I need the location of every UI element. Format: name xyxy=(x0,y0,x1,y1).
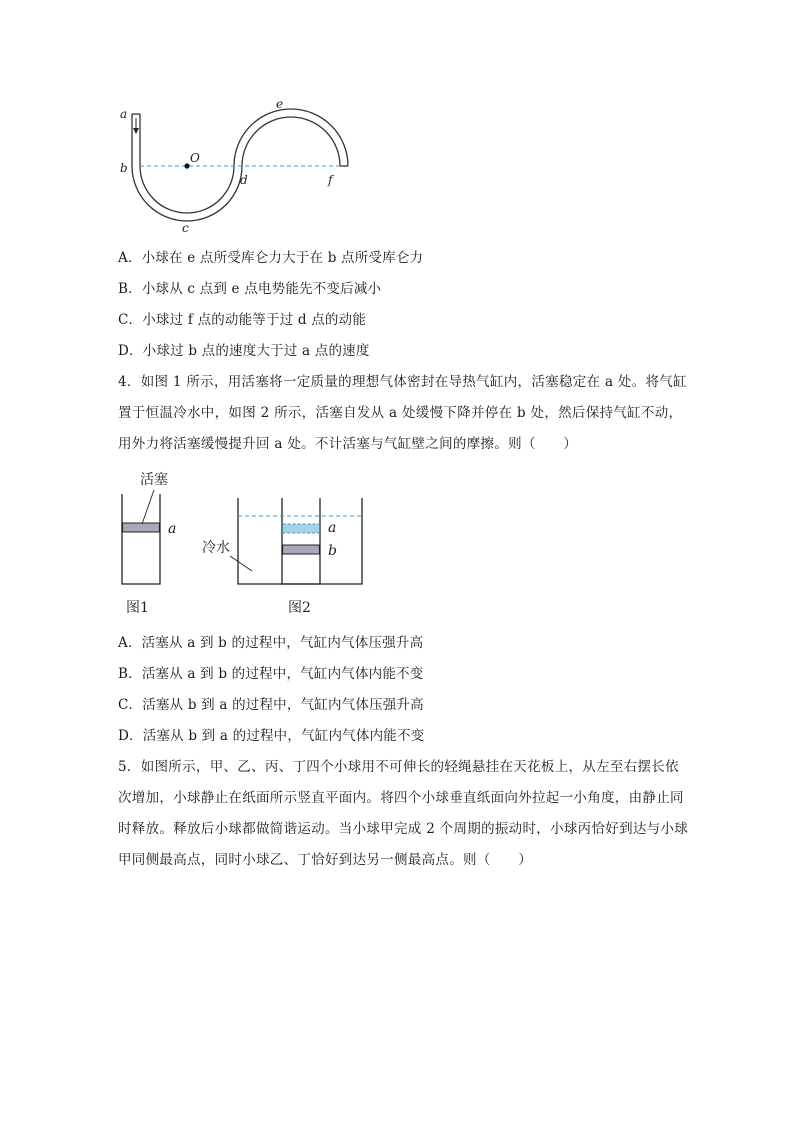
q3-option-a: A．小球在 e 点所受库仑力大于在 b 点所受库仑力 xyxy=(118,250,424,266)
q3-option-c: C．小球过 f 点的动能等于过 d 点的动能 xyxy=(118,312,367,328)
point-o-dot xyxy=(184,163,189,168)
q4-option-d: D．活塞从 b 到 a 的过程中，气缸内气体内能不变 xyxy=(118,728,425,744)
label-o: O xyxy=(190,151,200,165)
label-d: d xyxy=(240,173,248,187)
label-a: a xyxy=(120,107,128,121)
down-arrow-icon xyxy=(133,128,139,134)
water-container xyxy=(238,498,362,584)
q4-stem: 4．如图 1 所示，用活塞将一定质量的理想气体密封在导热气缸内，活塞稳定在 a 处。将气缸置于恒温冷水中，如图 2 所示，活塞自发从 a 处缓慢下降并停在 b 处，然后保持气缸不动，用外力将活塞缓慢提升回 a 处。不计活塞与气缸壁之间的摩擦。则（ ） xyxy=(118,374,687,452)
q3-option-d: D．小球过 b 点的速度大于过 a 点的速度 xyxy=(118,343,370,359)
cylinder-figures xyxy=(112,468,382,620)
q5-stem: 5．如图所示，甲、乙、丙、丁四个小球用不可伸长的轻绳悬挂在天花板上，从左至右摆长依次增加，小球静止在纸面所示竖直平面内。将四个小球垂直纸面向外拉起一小角度，由静止同时释放。释放后小球都做简谐运动。当小球甲完成 2 个周期的振动时，小球丙恰好到达与小球甲同侧最高点，同时小球乙、丁恰好到达另一侧最高点。则（ ） xyxy=(118,759,689,868)
q3-option-b: B．小球从 c 点到 e 点电势能先不变后减小 xyxy=(118,281,382,297)
fig1-label-a: a xyxy=(168,521,177,537)
tube-inner-wall xyxy=(132,114,340,221)
fig2-label-b: b xyxy=(328,543,337,559)
fig1-caption: 图1 xyxy=(126,600,149,616)
fig2-cylinder xyxy=(282,498,320,584)
fig2-label-a: a xyxy=(328,520,337,536)
q4-option-a: A．活塞从 a 到 b 的过程中，气缸内气体压强升高 xyxy=(118,635,424,651)
label-e: e xyxy=(276,97,284,111)
piston-leader-line xyxy=(142,490,154,524)
fig1-cylinder xyxy=(122,494,160,584)
q4-option-c: C．活塞从 b 到 a 的过程中，气缸内气体压强升高 xyxy=(118,697,424,713)
fig2-caption: 图2 xyxy=(288,600,311,616)
fig2-piston-b xyxy=(283,545,320,554)
piston-label: 活塞 xyxy=(140,472,168,488)
label-c: c xyxy=(182,221,189,235)
water-leader-line xyxy=(230,556,252,571)
q4-option-b: B．活塞从 a 到 b 的过程中，气缸内气体内能不变 xyxy=(118,666,424,682)
fig2-piston-a-dashed xyxy=(283,524,320,533)
water-label: 冷水 xyxy=(202,540,230,556)
label-f: f xyxy=(328,173,333,187)
fig1-piston xyxy=(123,523,160,532)
label-b: b xyxy=(120,161,128,175)
s-tube-figure xyxy=(112,92,362,242)
